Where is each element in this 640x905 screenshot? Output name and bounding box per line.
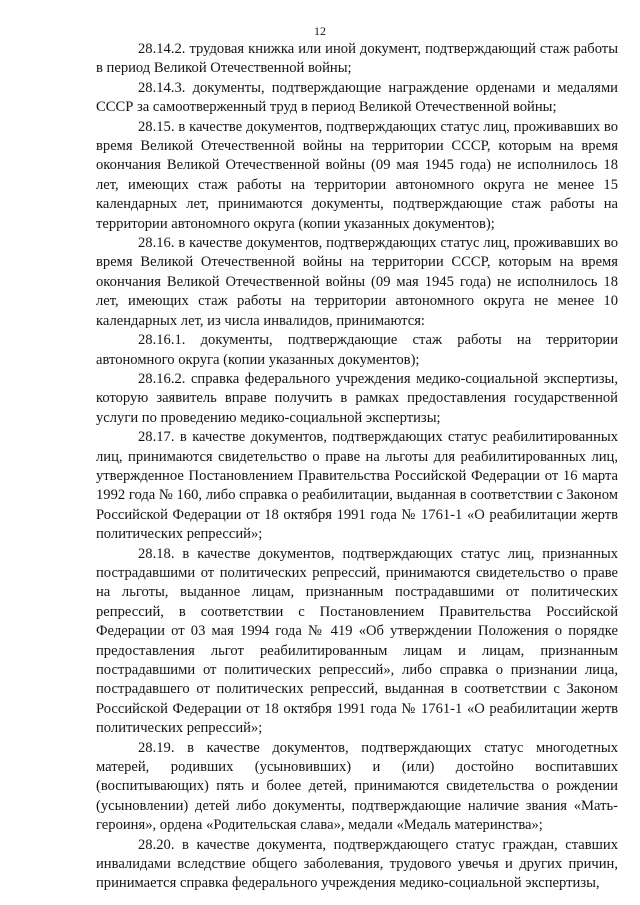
- paragraph-28-18: 28.18. в качестве документов, подтверждающих статус лиц, признанных пострадавшими от политических репрессий, принимаются свидетельство о праве на льготы, выданное лицам, признанным пострадавшими от политических репрессий, в соответствии с Постановлением Правительства Российской Федерации от 03 мая 1994 года № 419 «Об утверждении Положения о порядке предоставления льгот реабилитированным лицам и лицам, признанным пострадавшими от политических репрессий», либо справка о признании лица, пострадавшего от политических репрессий, выданная в соответствии с Законом Российской Федерации от 18 октября 1991 года № 1761-1 «О реабилитации жертв политических репрессий»;: [96, 545, 618, 737]
- paragraph-28-16: 28.16. в качестве документов, подтверждающих статус лиц, проживавших во время Великой Отечественной войны на территории СССР, которым на время окончания Великой Отечественной войны (09 мая 1945 года) не исполнилось 18 лет, имеющих стаж работы на территории автономного округа не менее 10 календарных лет, из числа инвалидов, принимаются:: [96, 235, 618, 329]
- paragraph-28-16-2: 28.16.2. справка федерального учреждения медико-социальной экспертизы, которую заявитель вправе получить в рамках предоставления государственной услуги по проведению медико-социальной экспертизы;: [96, 370, 618, 426]
- paragraph-28-14-3: 28.14.3. документы, подтверждающие награждение орденами и медалями СССР за самоотверженный труд в период Великой Отечественной войны;: [96, 79, 618, 116]
- paragraph-28-20: 28.20. в качестве документа, подтверждающего статус граждан, ставших инвалидами вследствие общего заболевания, трудового увечья и других причин, принимается справка федерального учреждения медико-социальной экспертизы,: [96, 836, 618, 892]
- document-body: [96, 40, 618, 894]
- paragraph-28-14-2: 28.14.2. трудовая книжка или иной документ, подтверждающий стаж работы в период Великой Отечественной войны;: [96, 41, 618, 77]
- paragraph-28-19: 28.19. в качестве документов, подтверждающих статус многодетных матерей, родивших (усыновивших) и (или) достойно воспитавших (воспитывающих) пять и более детей, принимаются свидетельства о рождении (усыновлении) детей либо документы, подтверждающие наличие звания «Мать-героиня», ордена «Родительская слава», медали «Медаль материнства»;: [96, 739, 618, 834]
- paragraph-28-17: 28.17. в качестве документов, подтверждающих статус реабилитированных лиц, принимаются свидетельство о праве на льготы для реабилитированных лиц, утвержденное Постановлением Правительства Российской Федерации от 16 марта 1992 года № 160, либо справка о реабилитации, выданная в соответствии с Законом Российской Федерации от 18 октября 1991 года № 1761-1 «О реабилитации жертв политических репрессий»;: [96, 429, 618, 543]
- paragraph-28-16-1: 28.16.1. документы, подтверждающие стаж работы на территории автономного округа (копии указанных документов);: [96, 332, 618, 368]
- paragraph-28-15: 28.15. в качестве документов, подтверждающих статус лиц, проживавших во время Великой Отечественной войны на территории СССР, которым на время окончания Великой Отечественной войны (09 мая 1945 года) не исполнилось 18 лет, имеющих стаж работы на территории автономного округа не менее 15 календарных лет, принимаются документы, подтверждающие стаж работы на территории автономного округа (копии указанных документов);: [96, 118, 618, 232]
- page-number: 12: [314, 24, 326, 38]
